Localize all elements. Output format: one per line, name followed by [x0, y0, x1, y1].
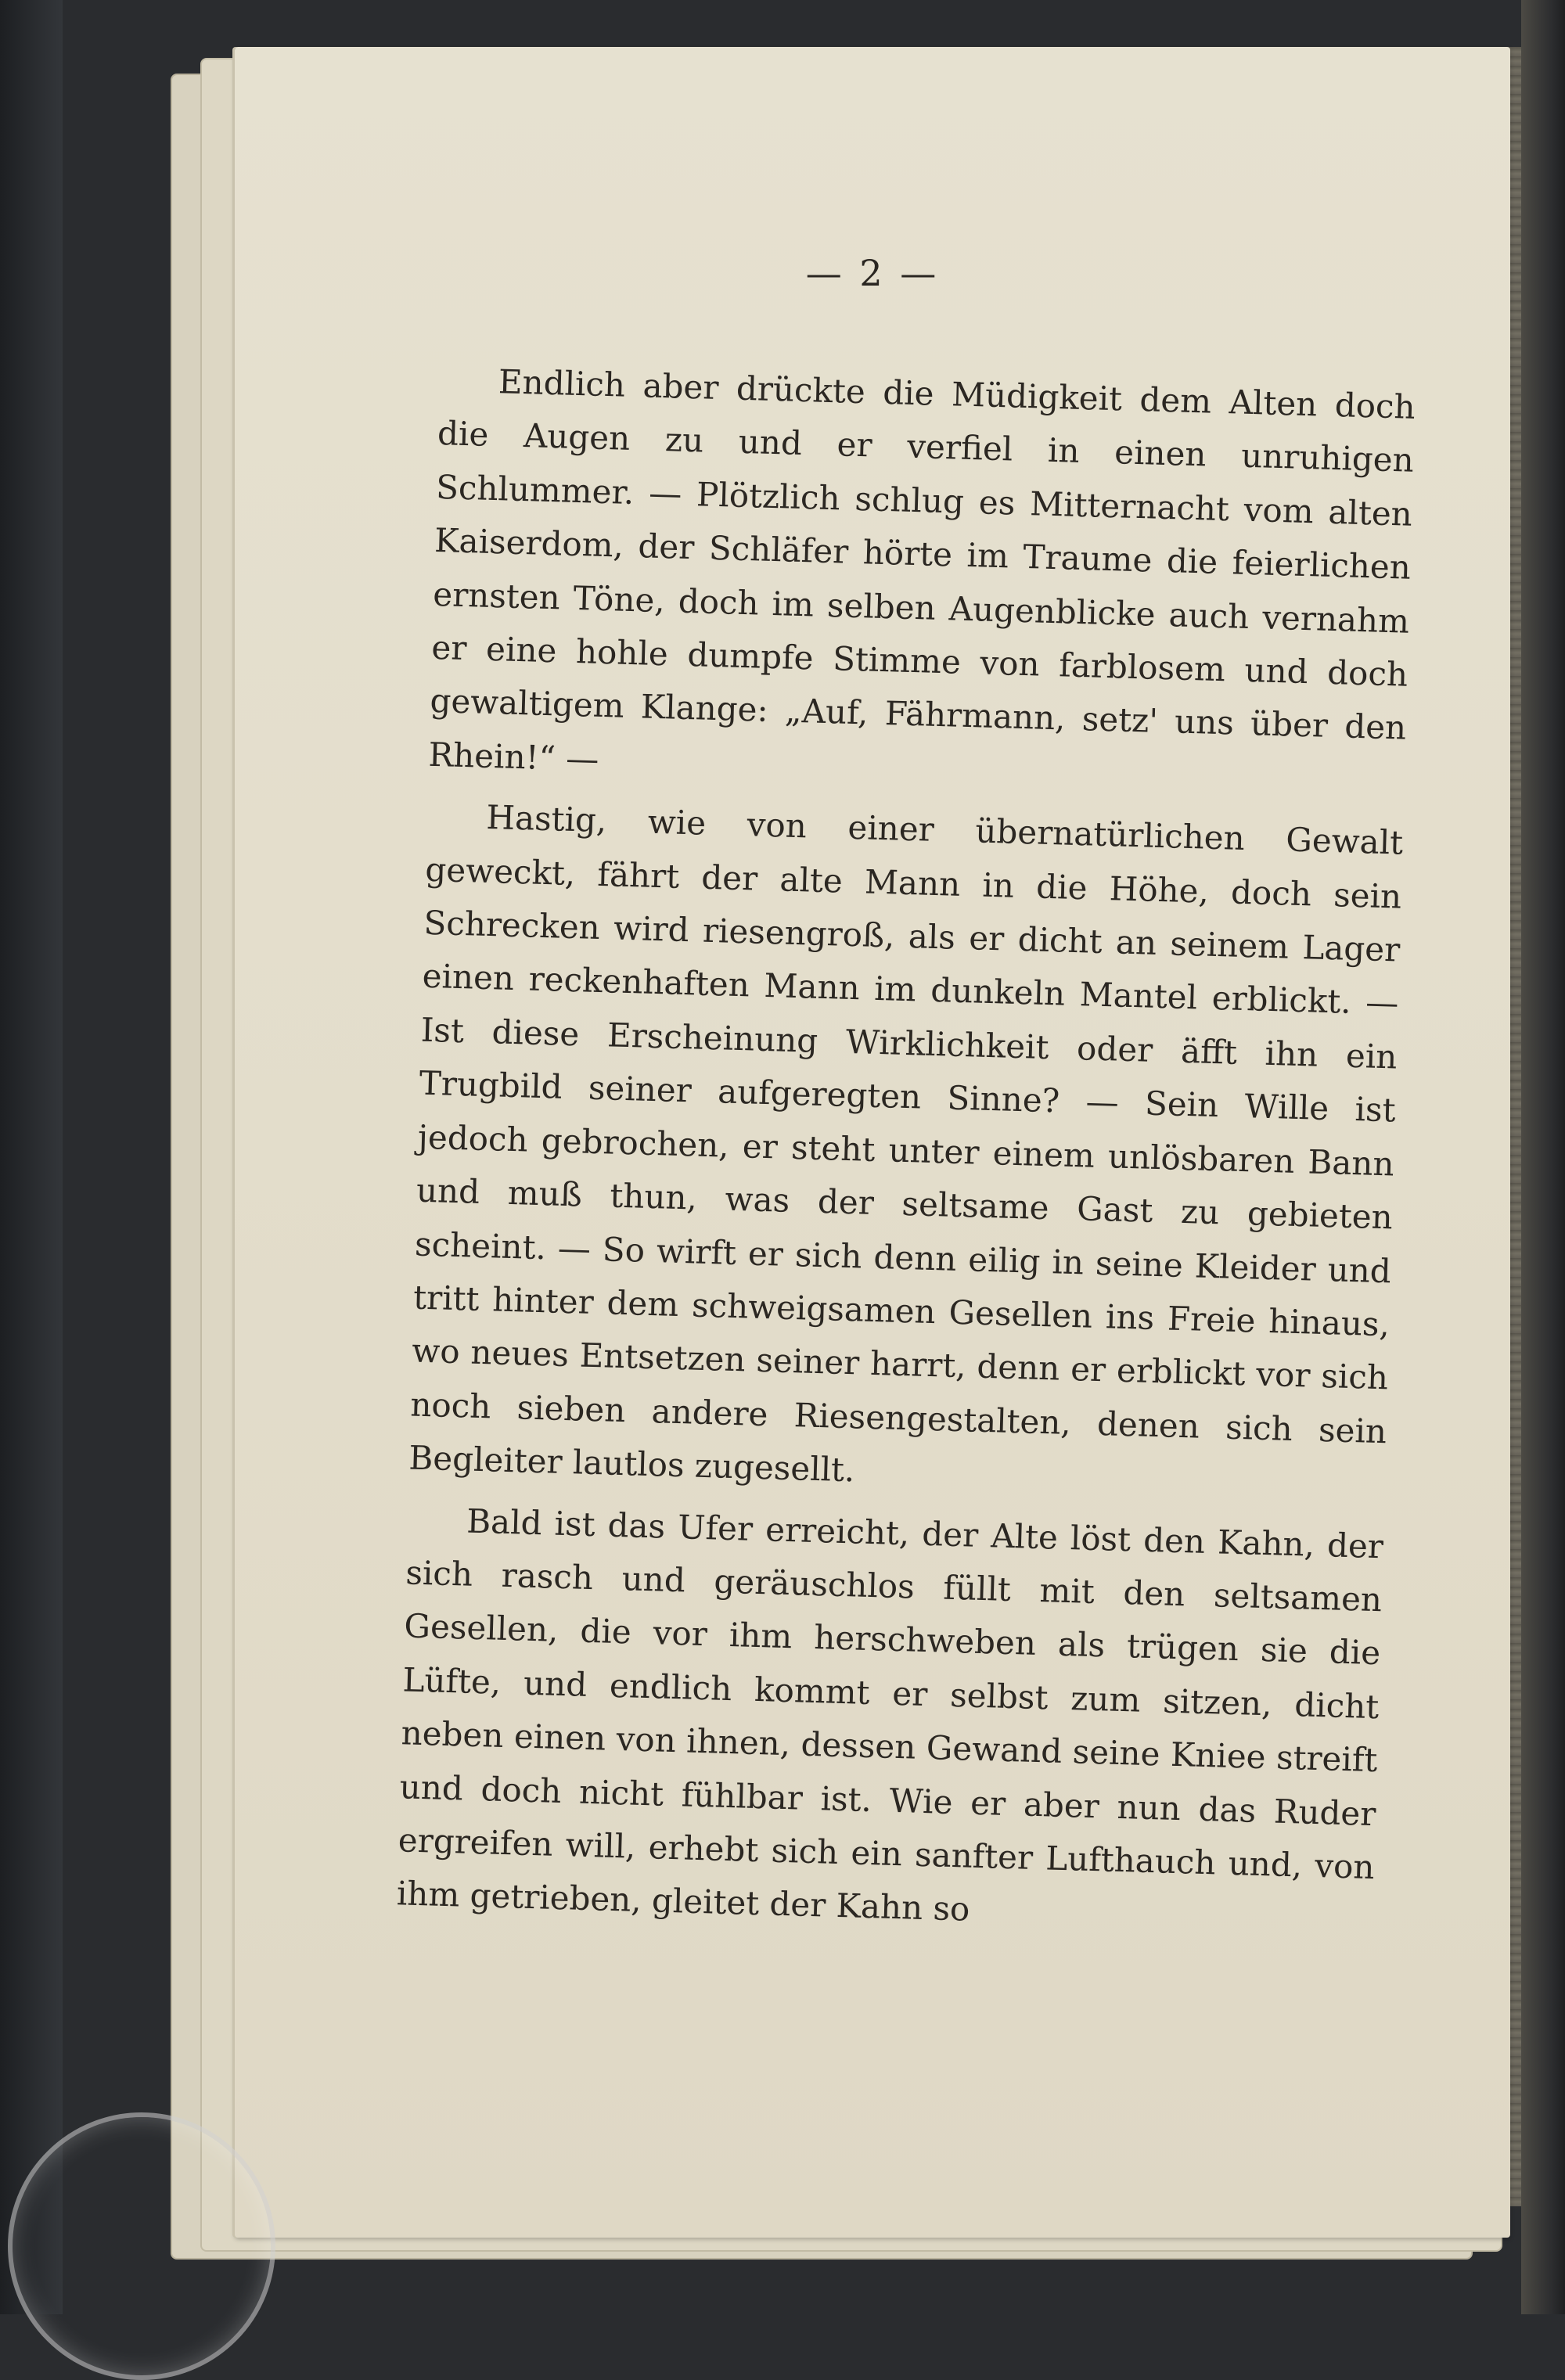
paragraph-3: Bald ist das Ufer erreicht, der Alte löst den Kahn, der sich rasch und geräuschlos füllt mit den seltsamen Gesellen, die vor ihm herschweben als trügen sie die Lüfte, und endlich kommt er selbst zum sitzen, dicht neben einen von ihnen, dessen Gewand seine Kniee streift und doch nicht fühlbar ist. Wie er aber nun das Ruder ergreifen will, erhebt sich ein sanfter Lufthauch und, von ihm getrieben, gleitet der Kahn so: [396, 1501, 1384, 1929]
book-page: [235, 47, 1510, 2238]
paragraph-2: Hastig, wie von einer übernatürlichen Gewalt geweckt, fährt der alte Mann in die Höhe, doch sein Schrecken wird riesengroß, als er dicht an seinem Lager einen reckenhaften Mann im dunkeln Mantel erblickt. — Ist diese Erscheinung Wirklichkeit oder äfft ihn ein Trugbild seiner aufgeregten Sinne? — Sein Wille ist jedoch gebrochen, er steht unter einem unlösbaren Bann und muß thun, was der seltsame Gast zu gebieten scheint. — So wirft er sich denn eilig in seine Kleider und tritt hinter dem schweigsamen Gesellen ins Freie hinaus, wo neues Entsetzen seiner harrt, denn er erblickt vor sich noch sieben andere Riesengestalten, denen sich sein Begleiter lautlos zugesellt.: [408, 798, 1404, 1490]
magnifier-lens-artifact: [8, 2112, 275, 2380]
page-text: [396, 354, 1416, 1948]
paragraph-1: Endlich aber drückte die Müdigkeit dem Alten doch die Augen zu und er verfiel in einen unruhigen Schlummer. — Plötzlich schlug es Mitternacht vom alten Kaiserdom, der Schläfer hörte im Traume die feierlichen ernsten Töne, doch im selben Augenblicke auch vernahm er eine hohle dumpfe Stimme von farblosem und doch gewaltigem Klange: „Auf, Fährmann, setz' uns über den Rhein!“ —: [428, 362, 1416, 778]
book-cover-right-edge: [1521, 0, 1565, 2314]
book-cover-left-edge: [0, 0, 63, 2314]
page-number: — 2 —: [805, 252, 940, 294]
